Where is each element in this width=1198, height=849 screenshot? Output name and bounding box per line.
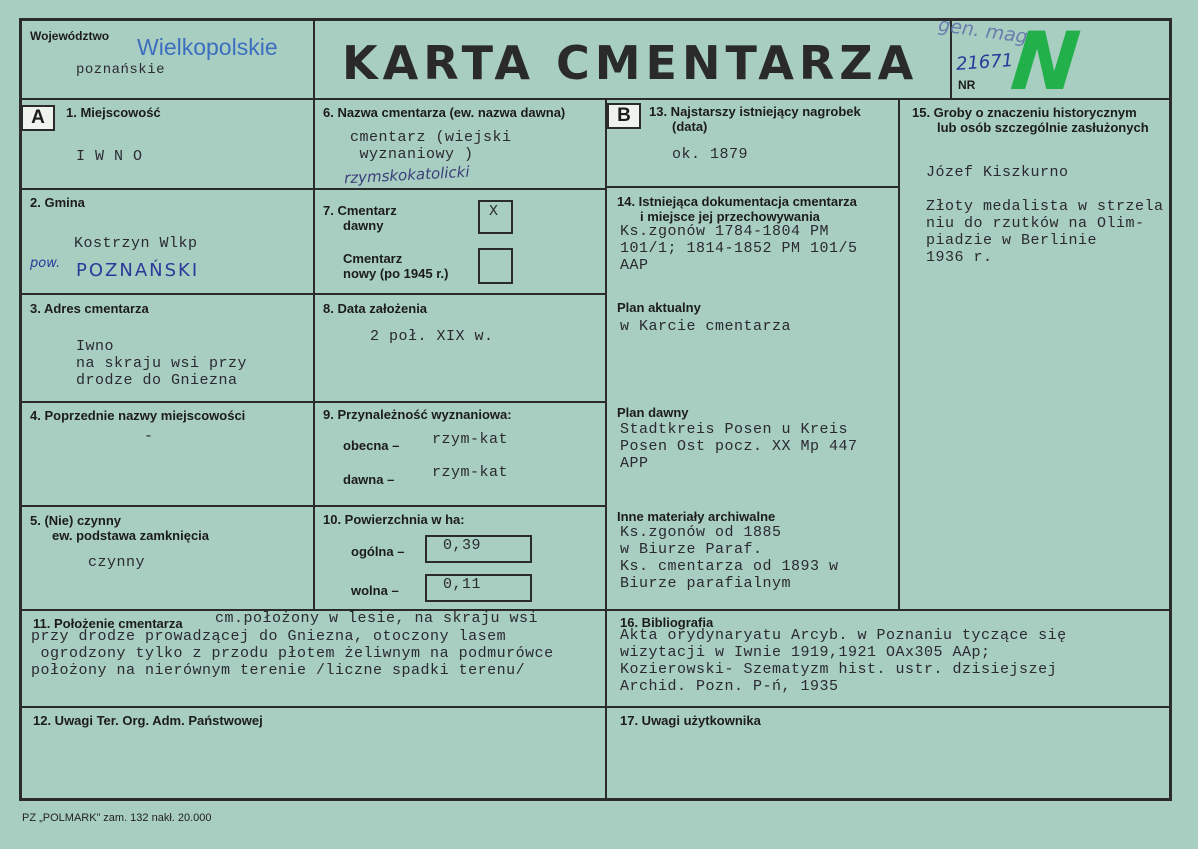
archive-materials-value: Ks.zgonów od 1885 w Biurze Paraf. Ks. cmentarza od 1893 w Biurze parafialnym xyxy=(620,524,839,592)
field-17-label: 17. Uwagi użytkownika xyxy=(620,713,761,728)
field-10-label: 10. Powierzchnia w ha: xyxy=(323,512,465,527)
field-15-value: Józef Kiszkurno Złoty medalista w strzela niu do rzutków na Olim- piadzie w Berlinie 1936 r. xyxy=(926,164,1164,266)
field-13-label: 13. Najstarszy istniejący nagrobek xyxy=(649,104,861,119)
field-3-value: Iwno na skraju wsi przy drodze do Gniezna xyxy=(76,338,248,389)
archive-materials-label: Inne materiały archiwalne xyxy=(617,509,776,524)
field-2-hand-prefix: pow. xyxy=(30,256,61,271)
field-8-label: 8. Data założenia xyxy=(323,301,428,316)
field-2-label: 2. Gmina xyxy=(30,195,85,210)
field-9-label: 9. Przynależność wyznaniowa: xyxy=(323,407,512,422)
number-handwritten: 21671 xyxy=(955,50,1014,75)
field-7-label-c: Cmentarz xyxy=(343,251,403,266)
card-title: KARTA CMENTARZA xyxy=(342,36,919,90)
field-13-sublabel: (data) xyxy=(672,119,708,134)
divider xyxy=(313,20,315,609)
field-11-value-first: cm.położony w lesie, na skraju wsi xyxy=(215,610,539,627)
number-label: NR xyxy=(958,78,976,92)
former-plan-value: Stadtkreis Posen u Kreis Posen Ost pocz. XX Mp 447 APP xyxy=(620,421,858,472)
field-15-label: 15. Groby o znaczeniu historycznym xyxy=(912,105,1137,120)
divider xyxy=(21,98,1171,100)
field-16-label: 16. Bibliografia xyxy=(620,615,714,630)
field-5-label: 5. (Nie) czynny xyxy=(30,513,122,528)
field-4-label: 4. Poprzednie nazwy miejscowości xyxy=(30,408,246,423)
field-6-hand-value: rzymskokatolicki xyxy=(343,162,470,188)
voivodeship-typed: poznańskie xyxy=(76,62,166,78)
current-plan-value: w Karcie cmentarza xyxy=(620,318,792,335)
field-9-current-label: obecna – xyxy=(343,438,400,453)
voivodeship-stamp: Wielkopolskie xyxy=(137,34,278,60)
field-10-total-value: 0,39 xyxy=(443,537,482,554)
field-15-sublabel: lub osób szczególnie zasłużonych xyxy=(937,120,1149,135)
field-1-label: 1. Miejscowość xyxy=(66,105,161,120)
field-7-label-a: 7. Cmentarz xyxy=(323,203,397,218)
field-13-value: ok. 1879 xyxy=(672,146,749,163)
field-4-value: - xyxy=(144,428,154,445)
field-10-free-label: wolna – xyxy=(351,583,399,598)
divider xyxy=(898,98,900,609)
new-cemetery-checkbox[interactable] xyxy=(478,248,513,284)
field-8-value: 2 poł. XIX w. xyxy=(370,328,494,345)
former-plan-label: Plan dawny xyxy=(617,405,689,420)
field-10-free-value: 0,11 xyxy=(443,576,482,593)
divider xyxy=(605,98,607,799)
divider xyxy=(21,609,1171,611)
corner-handwriting: gen. mag xyxy=(936,13,1030,49)
field-1-value: I W N O xyxy=(76,148,143,165)
field-10-total-label: ogólna – xyxy=(351,544,405,559)
field-16-value: Akta orydynaryatu Arcyb. w Poznaniu tyczące się wizytacji w Iwnie 1919,1921 OAx305 AAp; Kozierowski- Szematyzm hist. ustr. dzisiejszej Archid. Pozn. P-ń, 1935 xyxy=(620,627,1067,695)
field-6-label: 6. Nazwa cmentarza (ew. nazwa dawna) xyxy=(323,105,566,120)
section-a-box: A xyxy=(21,105,55,131)
field-5-sublabel: ew. podstawa zamknięcia xyxy=(52,528,210,543)
field-11-value: przy drodze prowadzącej do Gniezna, otoczony lasem ogrodzony tylko z przodu płotem żeliwnym na podmurówce położony na nierównym terenie /liczne spadki terenu/ xyxy=(31,628,554,679)
divider xyxy=(21,706,1171,708)
field-14-value: Ks.zgonów 1784-1804 PM 101/1; 1814-1852 PM 101/5 AAP xyxy=(620,223,858,274)
field-3-label: 3. Adres cmentarza xyxy=(30,301,149,316)
field-5-value: czynny xyxy=(88,554,146,571)
current-plan-label: Plan aktualny xyxy=(617,300,701,315)
field-7-label-d: nowy (po 1945 r.) xyxy=(343,266,449,281)
field-11-label: 11. Położenie cmentarza xyxy=(33,616,183,631)
field-9-current-value: rzym-kat xyxy=(432,431,509,448)
field-14-label: 14. Istniejąca dokumentacja cmentarza xyxy=(617,194,857,209)
section-b-box: B xyxy=(607,103,641,129)
field-12-label: 12. Uwagi Ter. Org. Adm. Państwowej xyxy=(33,713,263,728)
printer-imprint: PZ „POLMARK” zam. 132 nakł. 20.000 xyxy=(22,812,212,824)
old-cemetery-mark: X xyxy=(489,203,499,220)
field-2-value: Kostrzyn Wlkp xyxy=(74,235,198,252)
field-2-hand-value: POZNAŃSKI xyxy=(76,260,200,281)
field-9-former-label: dawna – xyxy=(343,472,395,487)
green-n-mark: N xyxy=(1007,15,1084,108)
voivodeship-label: Województwo xyxy=(30,29,110,43)
divider xyxy=(606,186,899,188)
field-9-former-value: rzym-kat xyxy=(432,464,509,481)
field-14-sublabel: i miejsce jej przechowywania xyxy=(640,209,820,224)
field-7-label-b: dawny xyxy=(343,218,384,233)
field-6-value: cmentarz (wiejski wyznaniowy ) xyxy=(350,129,512,163)
